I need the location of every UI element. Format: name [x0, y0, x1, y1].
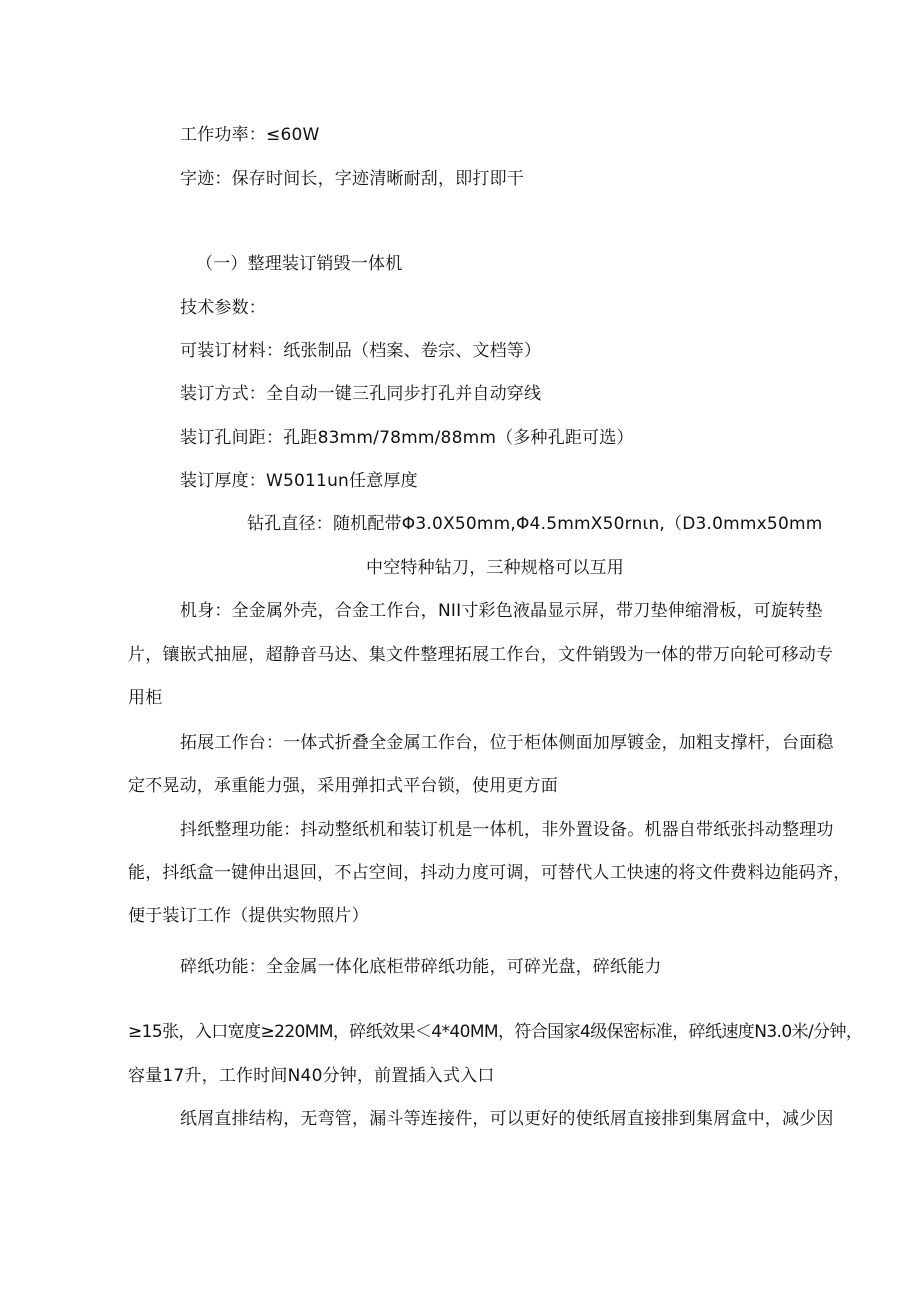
shredder-paragraph-line-2: ≥15张，入口宽度≥220MM，碎纸效果＜4*40MM，符合国家4级保密标准，碎纸速度N3.0米/分钟，	[128, 1022, 863, 1042]
binding-thickness-line: 装订厚度：W5011un任意厚度	[180, 471, 418, 491]
hole-spacing-line: 装订孔间距：孔距83mm/78mm/88mm（多种孔距可选）	[180, 428, 634, 448]
print-quality-line: 字迹：保存时间长，字迹清晰耐刮，即打即干	[180, 169, 524, 189]
body-paragraph-line-3: 用柜	[128, 688, 163, 708]
discharge-paragraph-line-1: 纸屑直排结构，无弯管，漏斗等连接件，可以更好的使纸屑直接排到集屑盒中，减少因	[180, 1109, 834, 1129]
jogger-paragraph-line-1: 抖纸整理功能：抖动整纸机和装订机是一体机，非外置设备。机器自带纸张抖动整理功	[180, 820, 834, 840]
body-paragraph-line-2: 片，镶嵌式抽屉，超静音马达、集文件整理拓展工作台，文件销毁为一体的带万向轮可移动专	[128, 645, 834, 665]
shredder-paragraph-line-1: 碎纸功能：全金属一体化底柜带碎纸功能，可碎光盘，碎纸能力	[180, 957, 662, 977]
drill-diameter-line: 钻孔直径：随机配带Φ3.0X50mm,Φ4.5mmX50rnιn,（D3.0mmx50mm	[247, 514, 823, 534]
drill-diameter-continued: 中空特种钻刀，三种规格可以互用	[366, 558, 624, 578]
jogger-paragraph-line-2: 能，抖纸盒一键伸出退回，不占空间，抖动力度可调，可替代人工快速的将文件费料边能码齐，	[128, 863, 851, 883]
jogger-paragraph-line-3: 便于装订工作（提供实物照片）	[128, 906, 369, 926]
binding-material-line: 可装订材料：纸张制品（档案、卷宗、文档等）	[180, 341, 542, 361]
tech-params-label: 技术参数：	[180, 298, 266, 318]
section-heading: （一）整理装订销毁一体机	[196, 254, 403, 274]
workbench-paragraph-line-2: 定不晃动，承重能力强，采用弹扣式平台锁，使用更方面	[128, 776, 558, 796]
workbench-paragraph-line-1: 拓展工作台：一体式折叠全金属工作台，位于柜体侧面加厚镀金，加粗支撑杆，台面稳	[180, 733, 834, 753]
body-paragraph-line-1: 机身：全金属外壳，合金工作台，NII寸彩色液晶显示屏，带刀垫伸缩滑板，可旋转垫	[180, 601, 823, 621]
power-spec-line: 工作功率：≤60W	[180, 125, 320, 145]
shredder-paragraph-line-3: 容量17升，工作时间N40分钟，前置插入式入口	[128, 1066, 495, 1086]
binding-method-line: 装订方式：全自动一键三孔同步打孔并自动穿线	[180, 384, 542, 404]
